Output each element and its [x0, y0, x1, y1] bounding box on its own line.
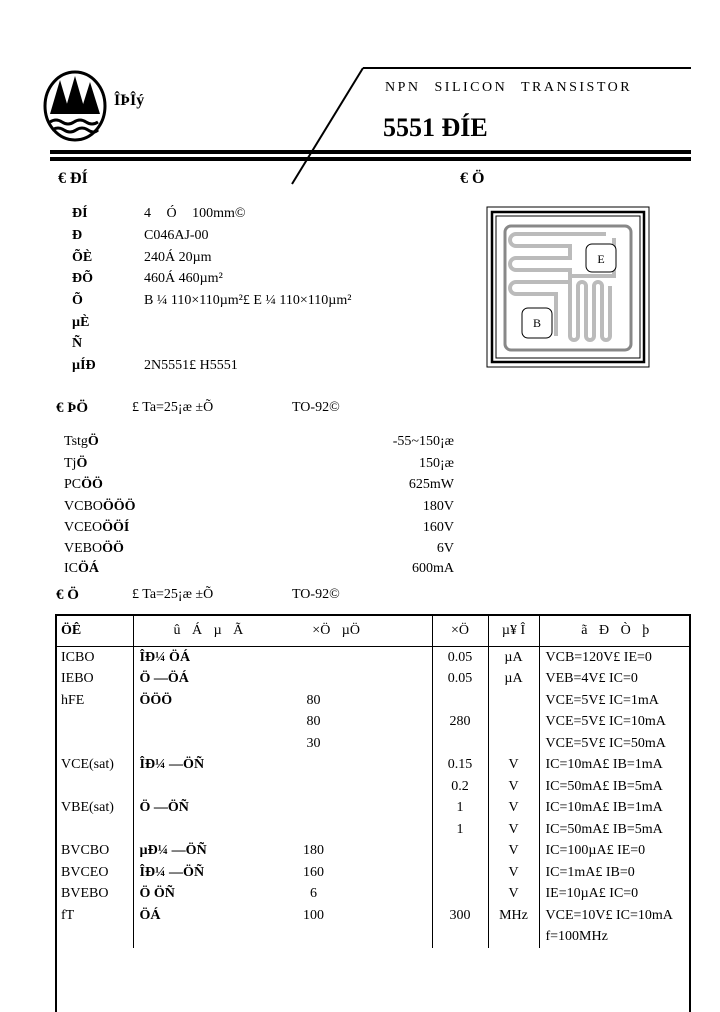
rating-value: 180V [422, 499, 454, 514]
min-value: 80 [306, 714, 321, 730]
max-value [432, 862, 488, 884]
typ-value [354, 884, 432, 906]
max-value [432, 690, 488, 712]
min-value [273, 647, 354, 669]
min-value: 30 [306, 735, 321, 751]
rating-label: PCÖÖ [64, 477, 103, 492]
chip-label: ÐÕ [72, 271, 93, 286]
table-row [55, 884, 691, 906]
col-header: û Á µ Ã ×Ö µÖ [133, 616, 432, 647]
param-symbol: IEBO [61, 671, 94, 687]
max-value: 1 [432, 819, 488, 841]
param-symbol: VCE(sat) [61, 757, 114, 773]
col-header: ÖÊ [55, 616, 133, 647]
param-name: Ö —ÖÁ [133, 669, 273, 691]
rating-label: VEBOÖÖ [64, 541, 124, 556]
pad-e-label: E [597, 252, 605, 266]
max-value: 0.2 [432, 776, 488, 798]
test-condition: VCB=120V£ IE=0 [539, 647, 691, 669]
company-logo [42, 70, 110, 142]
unit: µA [488, 669, 539, 691]
chip-label: Ñ [72, 336, 83, 351]
chip-layout-diagram [486, 206, 650, 368]
rating-value: 160V [422, 520, 454, 535]
min-value [273, 927, 354, 949]
chip-value: 240Á 20µm [144, 250, 212, 265]
part-suffix: ÐÍE [441, 113, 488, 142]
param-symbol [55, 733, 133, 755]
param-symbol [55, 927, 133, 949]
param-name: Ö ÖÑ [133, 884, 273, 906]
rule-2 [50, 157, 691, 161]
rating-label: VCBOÖÖÖ [64, 499, 136, 514]
chip-label: Ð [72, 228, 83, 243]
unit: V [488, 819, 539, 841]
unit: µA [488, 647, 539, 669]
layout-section-title: € Ö [460, 170, 485, 187]
chip-value: 2N5551£ H5551 [144, 358, 238, 373]
param-symbol: fT [61, 907, 75, 923]
test-condition: IC=100µA£ IE=0 [539, 841, 691, 863]
col-header: ã Ð Ò þ [539, 616, 691, 647]
min-value [273, 776, 354, 798]
table-row [55, 862, 691, 884]
part-number [383, 113, 488, 143]
typ-value [354, 927, 432, 949]
max-value: 1 [432, 798, 488, 820]
rating-value: 6V [436, 541, 454, 556]
unit [488, 927, 539, 949]
param-symbol [55, 712, 133, 734]
unit: MHz [488, 905, 539, 927]
max-value: 280 [432, 712, 488, 734]
elec-condition: £ Ta=25¡æ ±Õ [132, 587, 214, 602]
typ-value [354, 669, 432, 691]
param-name: µÐ¼ —ÖÑ [133, 841, 273, 863]
chip-label: µÍÐ [72, 358, 96, 373]
param-symbol: BVCEO [61, 864, 109, 880]
max-value: 0.05 [432, 647, 488, 669]
rule-1 [50, 150, 691, 154]
table-row [55, 776, 691, 798]
param-symbol [55, 776, 133, 798]
test-condition: IC=1mA£ IB=0 [539, 862, 691, 884]
param-symbol: BVEBO [61, 886, 109, 902]
company-name: ÎÞÎý [114, 92, 145, 109]
chip-value: 460Á 460µm² [144, 271, 223, 286]
typ-value [354, 712, 432, 734]
param-symbol: BVCBO [61, 843, 110, 859]
test-condition: VEB=4V£ IC=0 [539, 669, 691, 691]
typ-value [354, 905, 432, 927]
max-value: 0.05 [432, 669, 488, 691]
param-symbol: hFE [61, 692, 85, 708]
param-name [133, 712, 273, 734]
elec-table [55, 616, 691, 948]
test-condition: f=100MHz [539, 927, 691, 949]
unit: V [488, 884, 539, 906]
typ-value [354, 647, 432, 669]
typ-value [354, 841, 432, 863]
test-condition: VCE=5V£ IC=50mA [539, 733, 691, 755]
subtitle: NPN SILICON TRANSISTOR [385, 80, 633, 95]
max-value [432, 841, 488, 863]
param-name: ÎÐ¼ —ÖÑ [133, 862, 273, 884]
min-value: 100 [303, 907, 324, 923]
test-condition: IC=50mA£ IB=5mA [539, 776, 691, 798]
unit [488, 733, 539, 755]
rating-value: 625mW [408, 477, 454, 492]
table-row [55, 798, 691, 820]
typ-value [354, 733, 432, 755]
min-value: 80 [306, 692, 321, 708]
col-header: ×Ö [432, 616, 488, 647]
table-row [55, 690, 691, 712]
param-symbol [55, 819, 133, 841]
param-symbol: VBE(sat) [61, 800, 114, 816]
elec-title: € Ö [56, 587, 79, 603]
table-row [55, 712, 691, 734]
table-row [55, 755, 691, 777]
typ-value [354, 690, 432, 712]
test-condition: IC=10mA£ IB=1mA [539, 798, 691, 820]
param-name: ÖÁ [133, 905, 273, 927]
unit: V [488, 776, 539, 798]
min-value [273, 755, 354, 777]
min-value [273, 819, 354, 841]
max-value: 300 [432, 905, 488, 927]
rating-value: -55~150¡æ [392, 434, 454, 449]
rating-label: VCEOÖÖÍ [64, 520, 130, 535]
test-condition: VCE=5V£ IC=1mA [539, 690, 691, 712]
max-ratings-title: € ÞÖ [56, 400, 89, 416]
table-row [55, 841, 691, 863]
max-ratings-package: TO-92© [292, 400, 340, 415]
max-value: 0.15 [432, 755, 488, 777]
unit: V [488, 841, 539, 863]
typ-value [354, 776, 432, 798]
table-row [55, 905, 691, 927]
typ-value [354, 798, 432, 820]
rating-label: ICÖÁ [64, 561, 99, 576]
param-name [133, 927, 273, 949]
rating-label: TjÖ [64, 456, 88, 471]
param-name: ÎÐ¼ —ÖÑ [133, 755, 273, 777]
part-number-text: 5551 [383, 113, 435, 142]
param-name [133, 733, 273, 755]
header-slash [290, 66, 365, 186]
table-row [55, 733, 691, 755]
param-name: ÖÖÖ [133, 690, 273, 712]
typ-value [354, 755, 432, 777]
table-header-row [55, 616, 691, 647]
max-value [432, 884, 488, 906]
test-condition: VCE=5V£ IC=10mA [539, 712, 691, 734]
test-condition: VCE=10V£ IC=10mA [539, 905, 691, 927]
param-name [133, 776, 273, 798]
test-condition: IC=50mA£ IB=5mA [539, 819, 691, 841]
table-row [55, 927, 691, 949]
unit: V [488, 798, 539, 820]
chip-value: C046AJ-00 [144, 228, 209, 243]
max-value [432, 927, 488, 949]
param-symbol: ICBO [61, 649, 95, 665]
chip-label: ÕÈ [72, 250, 93, 265]
typ-value [354, 819, 432, 841]
max-value [432, 733, 488, 755]
min-value: 180 [303, 843, 324, 859]
elec-package: TO-92© [292, 587, 340, 602]
table-row [55, 819, 691, 841]
typ-value [354, 862, 432, 884]
min-value: 160 [303, 864, 324, 880]
chip-value: B ¼ 110×110µm²£ E ¼ 110×110µm² [144, 293, 352, 308]
table-row [55, 669, 691, 691]
rating-value: 600mA [412, 561, 454, 576]
param-name: ÎÐ¼ ÖÁ [133, 647, 273, 669]
chip-section-title: € ÐÍ [58, 170, 88, 187]
unit: V [488, 755, 539, 777]
col-header: µ¥ Î [488, 616, 539, 647]
min-value [273, 798, 354, 820]
unit [488, 690, 539, 712]
chip-label: Õ [72, 293, 83, 308]
max-ratings-condition: £ Ta=25¡æ ±Õ [132, 400, 214, 415]
chip-value: 4 Ó 100mm© [144, 206, 246, 221]
header-top-rule [363, 67, 691, 69]
min-value [273, 669, 354, 691]
param-name [133, 819, 273, 841]
param-name: Ö —ÖÑ [133, 798, 273, 820]
test-condition: IE=10µA£ IC=0 [539, 884, 691, 906]
test-condition: IC=10mA£ IB=1mA [539, 755, 691, 777]
unit [488, 712, 539, 734]
rating-label: TstgÖ [64, 434, 99, 449]
chip-label: µÈ [72, 315, 90, 330]
table-row [55, 647, 691, 669]
chip-label: ÐÍ [72, 206, 88, 221]
rating-value: 150¡æ [419, 456, 454, 471]
pad-b-label: B [532, 316, 542, 330]
unit: V [488, 862, 539, 884]
min-value: 6 [310, 886, 317, 902]
